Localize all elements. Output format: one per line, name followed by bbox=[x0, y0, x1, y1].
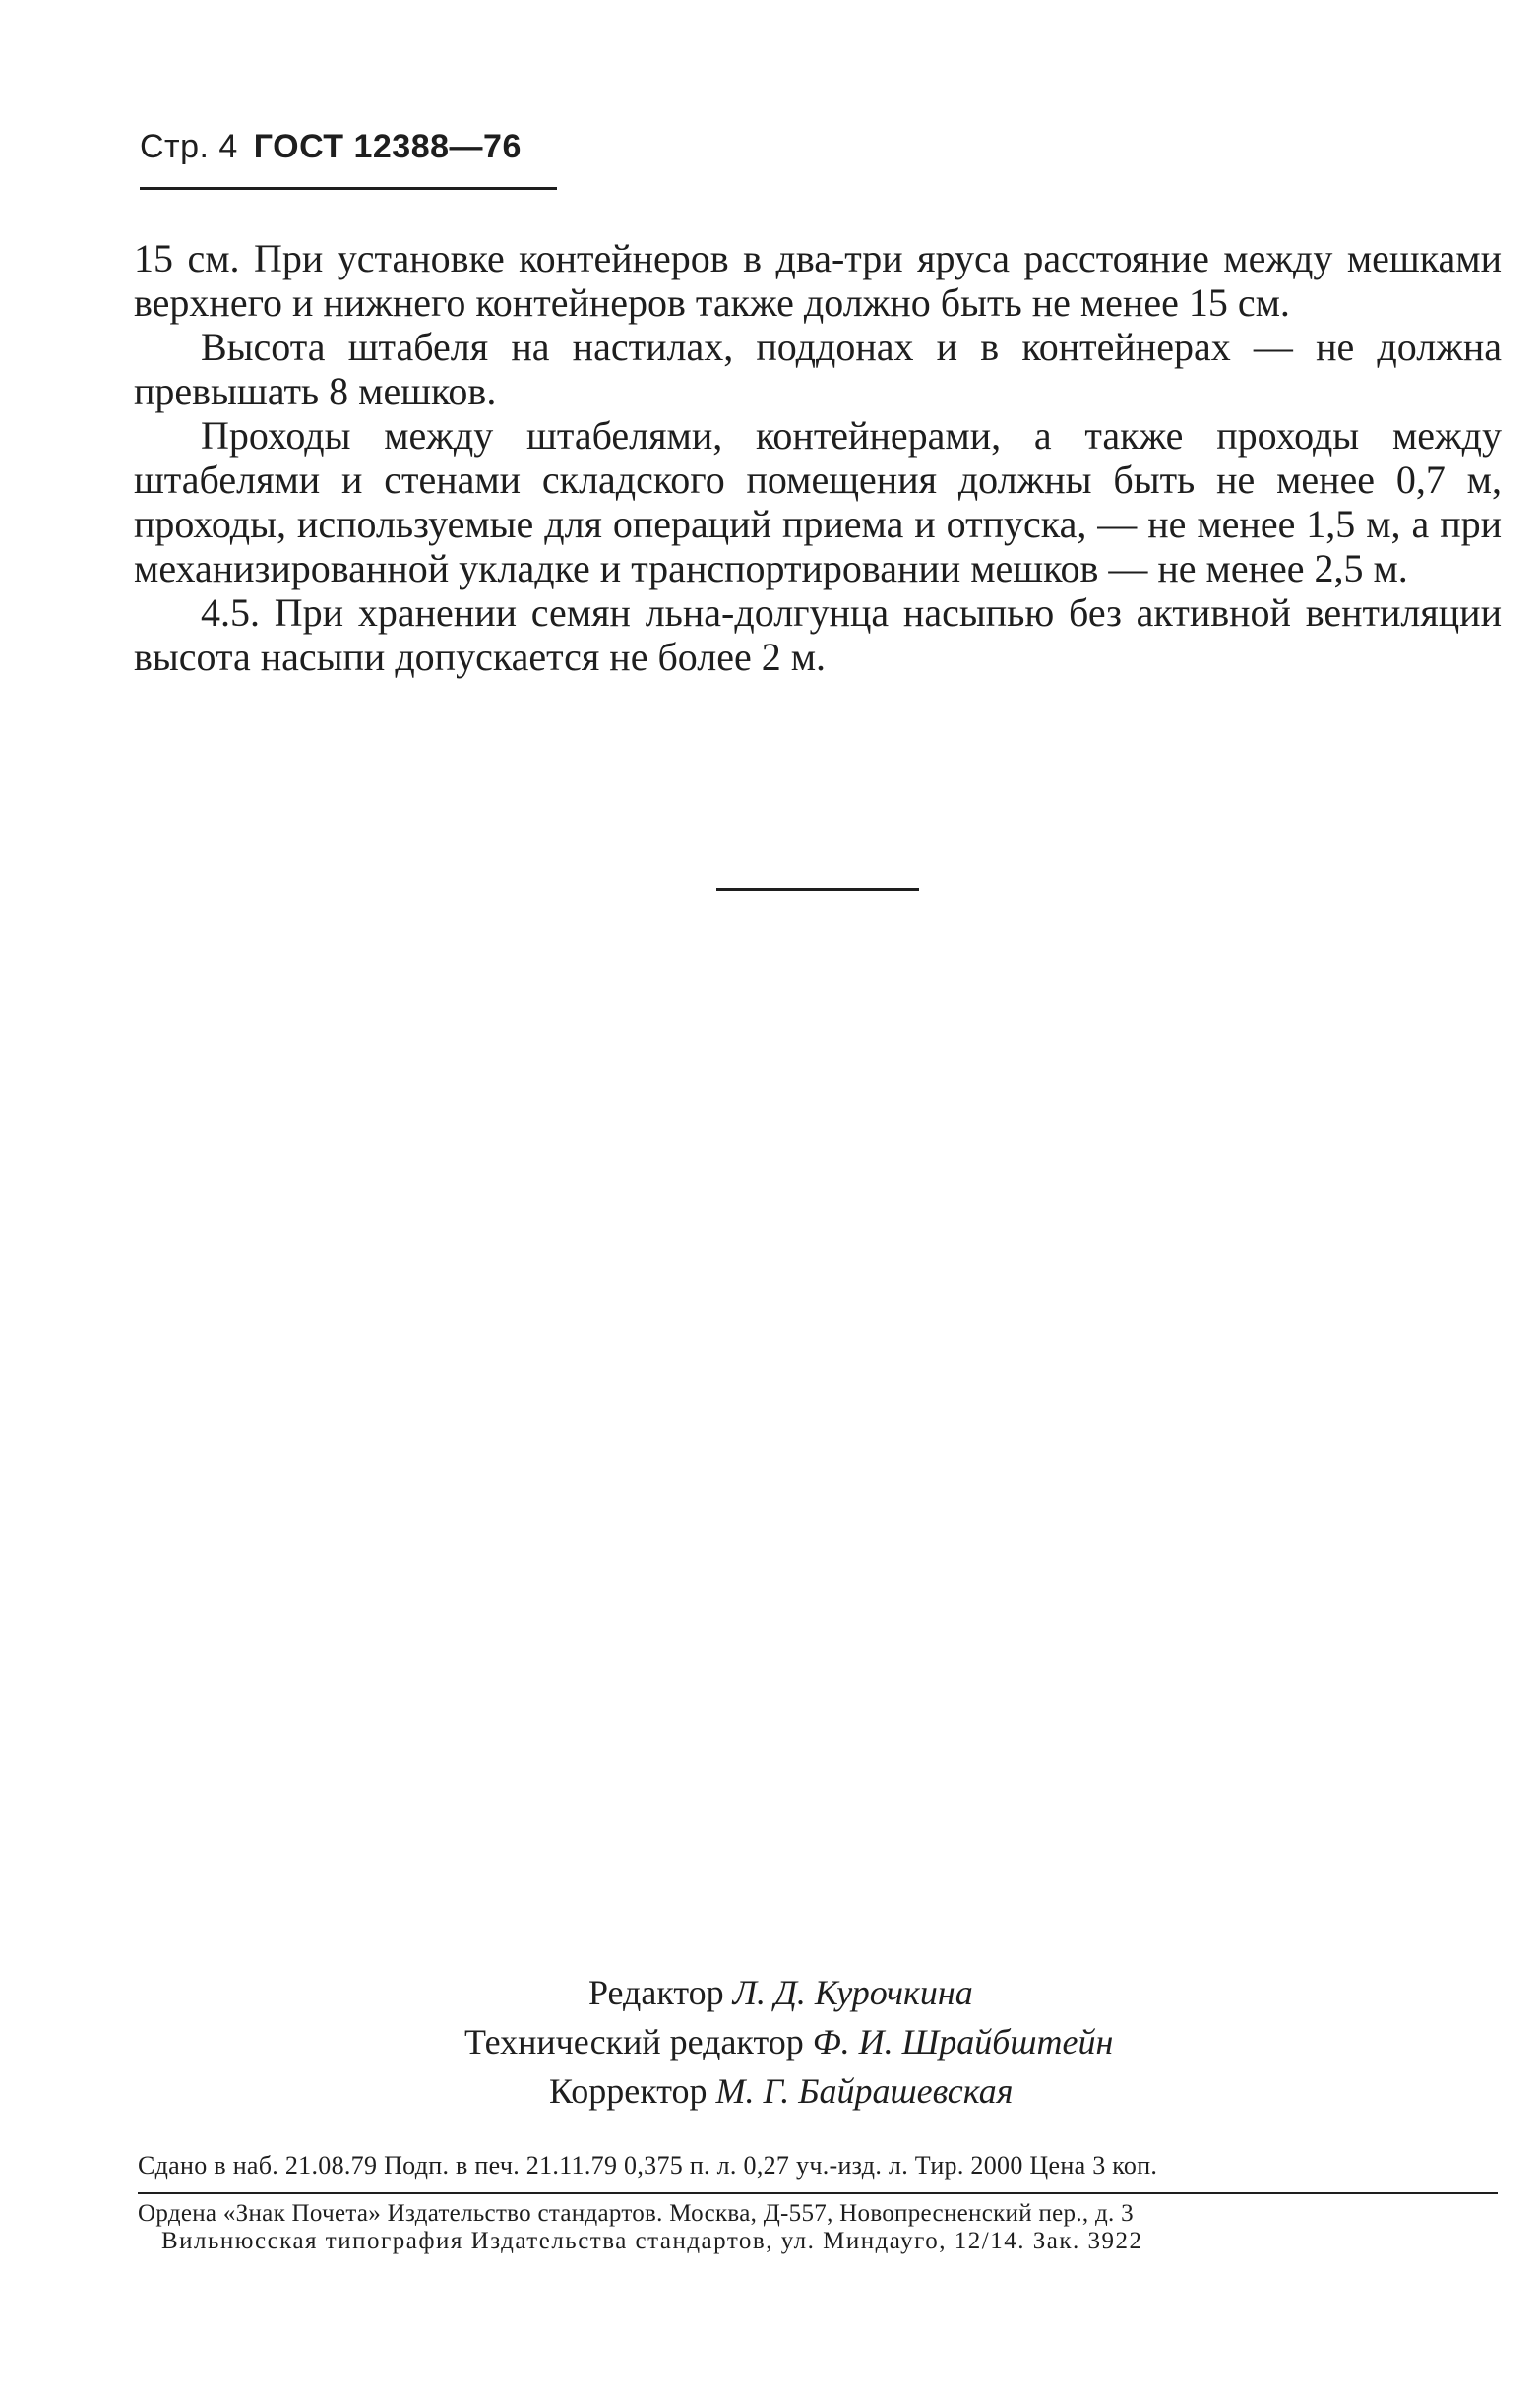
proofreader-label: Корректор bbox=[549, 2071, 708, 2111]
paragraph-continuation: 15 см. При установке контейнеров в два-три яруса расстояние между мешками верхнего и нижнего контейнеров также должно быть не менее 15 см. bbox=[134, 236, 1502, 325]
body-text bbox=[134, 236, 1502, 679]
proofreader-name: М. Г. Байрашевская bbox=[715, 2071, 1014, 2111]
editor-credit bbox=[588, 1968, 973, 2017]
tech-editor-credit bbox=[464, 2017, 1113, 2066]
page-number: Стр. 4 bbox=[140, 128, 238, 165]
proofreader-credit bbox=[549, 2066, 1013, 2116]
tech-editor-label: Технический редактор bbox=[464, 2022, 804, 2061]
page-header bbox=[140, 128, 522, 166]
paragraph-stack-height: Высота штабеля на настилах, поддонах и в контейнерах — не должна превышать 8 мешков. bbox=[134, 325, 1502, 413]
standard-designation: ГОСТ 12388—76 bbox=[253, 128, 522, 165]
header-divider bbox=[140, 187, 557, 190]
editor-label: Редактор bbox=[588, 1973, 724, 2012]
editor-name: Л. Д. Курочкина bbox=[732, 1973, 973, 2012]
imprint-divider bbox=[138, 2192, 1498, 2194]
printer-line: Вильнюсская типография Издательства стандартов, ул. Миндауго, 12/14. Зак. 3922 bbox=[161, 2228, 1143, 2254]
end-of-text-divider bbox=[716, 888, 919, 891]
paragraph-section-4-5: 4.5. При хранении семян льна-долгунца насыпью без активной вентиляции высота насыпи допускается не более 2 м. bbox=[134, 590, 1502, 679]
paragraph-passages: Проходы между штабелями, контейнерами, а также проходы между штабелями и стенами складского помещения должны быть не менее 0,7 м, проходы, используемые для операций приема и отпуска, — не менее 1,5 м, а при механизированной укладке и транспортировании мешков — не менее 2,5 м. bbox=[134, 413, 1502, 590]
imprint-line: Сдано в наб. 21.08.79 Подп. в печ. 21.11.79 0,375 п. л. 0,27 уч.-изд. л. Тир. 2000 Цена 3 коп. bbox=[138, 2151, 1158, 2180]
publisher-line: Ордена «Знак Почета» Издательство стандартов. Москва, Д-557, Новопресненский пер., д. 3 bbox=[138, 2200, 1134, 2227]
tech-editor-name: Ф. И. Шрайбштейн bbox=[812, 2022, 1114, 2061]
